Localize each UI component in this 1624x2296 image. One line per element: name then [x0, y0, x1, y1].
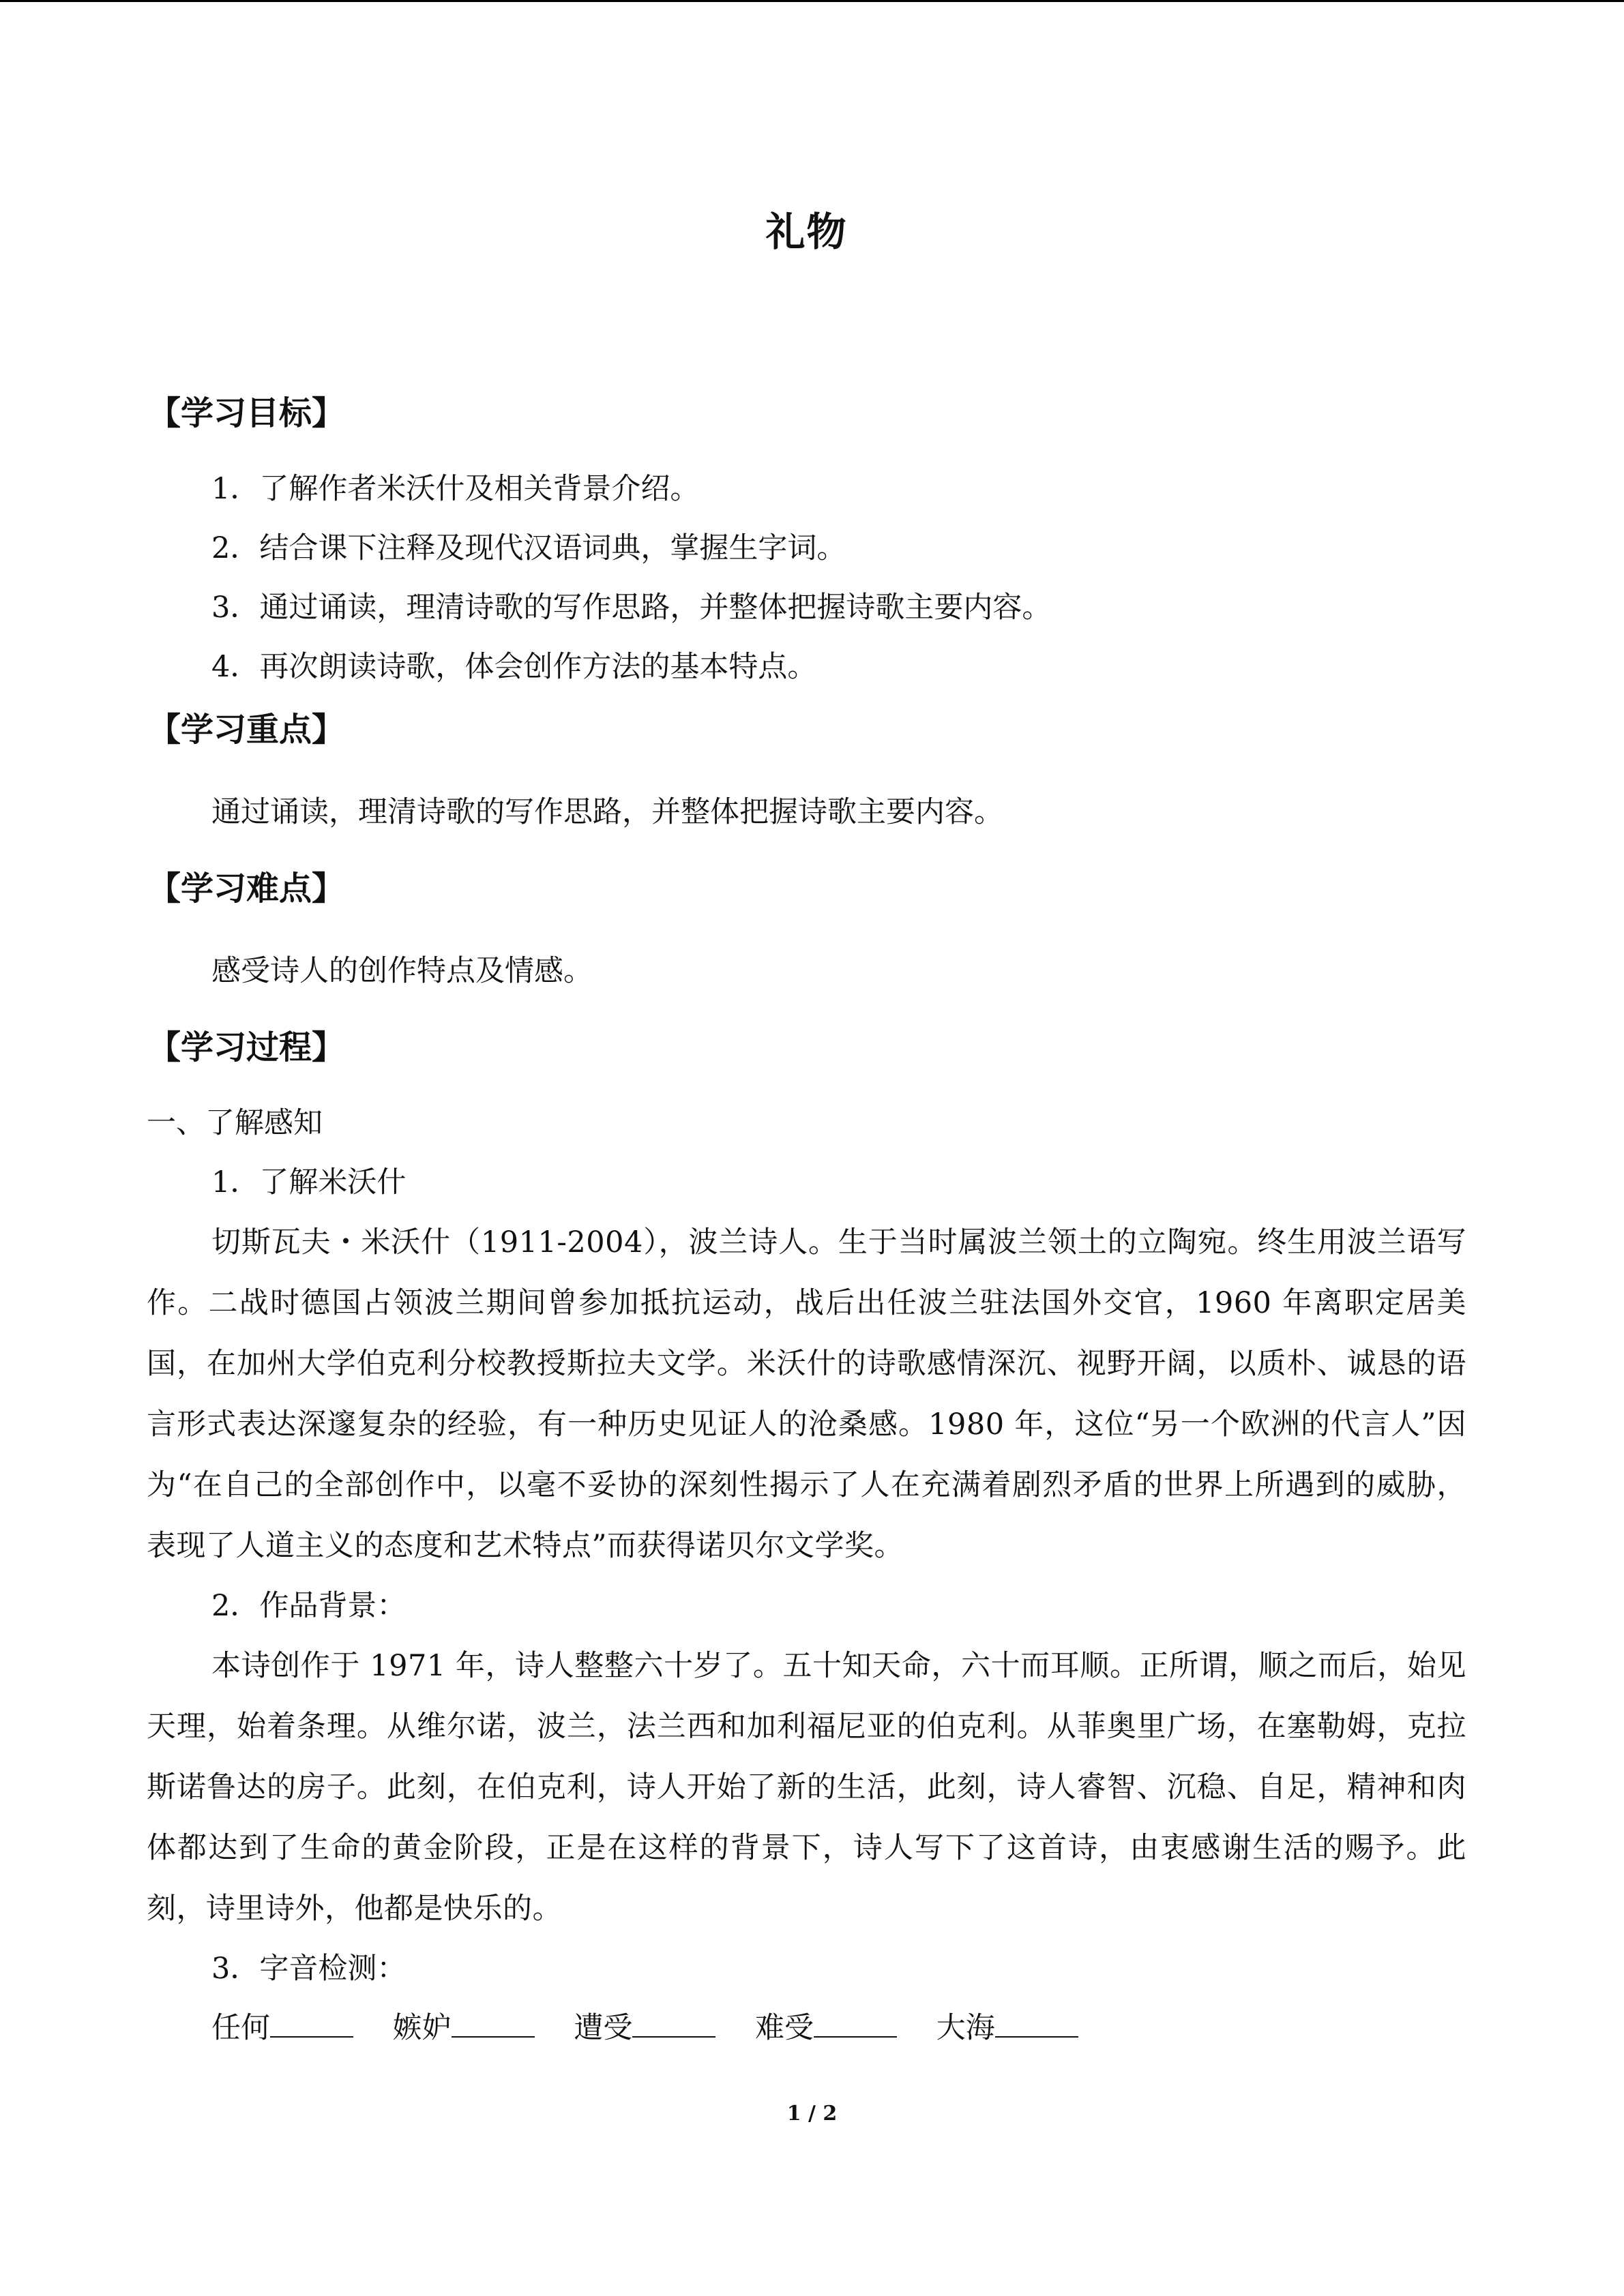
difficulties-heading: 【学习难点】	[148, 869, 345, 908]
item2-title: 2．作品背景：	[211, 1589, 407, 1623]
exercise-word: 难受	[755, 2011, 814, 2045]
objectives-heading: 【学习目标】	[148, 394, 345, 432]
item2-paragraph: 本诗创作于 1971 年，诗人整整六十岁了。五十知天命，六十而耳顺。正所谓，顺之而后，始见天理，始着条理。从维尔诺，波兰，法兰西和加利福尼亚的伯克利。从菲奥里广场，在塞勒姆，克拉斯诺鲁达的房子。此刻，在伯克利，诗人开始了新的生活，此刻，诗人睿智、沉稳、自足，精神和肉体都达到了生命的黄金阶段，正是在这样的背景下，诗人写下了这首诗，由衷感谢生活的赐予。此刻，诗里诗外，他都是快乐的。	[147, 1649, 1466, 1926]
objective-item-4: 4．再次朗读诗歌，体会创作方法的基本特点。	[211, 650, 817, 684]
key-points-text: 通过诵读，理清诗歌的写作思路，并整体把握诗歌主要内容。	[211, 795, 1003, 829]
document-page	[147, 205, 1466, 2058]
page-number: 1 / 2	[786, 2102, 838, 2126]
exercise-word: 任何	[211, 2011, 270, 2045]
exercise-word: 大海	[936, 2011, 995, 2045]
answer-blank[interactable]	[995, 2012, 1078, 2038]
part1-title: 一、了解感知	[147, 1106, 323, 1140]
objective-item-3: 3．通过诵读，理清诗歌的写作思路，并整体把握诗歌主要内容。	[211, 591, 1052, 625]
answer-blank[interactable]	[632, 2012, 715, 2038]
exercise-word: 遭受	[574, 2011, 633, 2045]
answer-blank[interactable]	[270, 2012, 353, 2038]
top-border-line	[0, 0, 1624, 2]
exercise-item	[936, 1999, 1078, 2058]
exercise-item	[211, 1999, 353, 2058]
exercise-item	[574, 1999, 715, 2058]
exercise-item	[755, 1999, 897, 2058]
answer-blank[interactable]	[452, 2012, 535, 2038]
document-title: 礼物	[765, 209, 848, 255]
item3-title: 3．字音检测：	[211, 1952, 407, 1986]
objective-item-1: 1．了解作者米沃什及相关背景介绍。	[211, 472, 700, 506]
difficulties-text: 感受诗人的创作特点及情感。	[211, 954, 593, 988]
item1-title: 1．了解米沃什	[211, 1165, 407, 1199]
objective-item-2: 2．结合课下注释及现代汉语词典，掌握生字词。	[211, 531, 846, 565]
pronunciation-exercise-row	[147, 1999, 1466, 2058]
answer-blank[interactable]	[814, 2012, 897, 2038]
process-heading: 【学习过程】	[148, 1028, 345, 1067]
item1-paragraph: 切斯瓦夫・米沃什（1911-2004），波兰诗人。生于当时属波兰领土的立陶宛。终生用波兰语写作。二战时德国占领波兰期间曾参加抵抗运动，战后出任波兰驻法国外交官，1960 年离职定居美国，在加州大学伯克利分校教授斯拉夫文学。米沃什的诗歌感情深沉、视野开阔，以质朴、诚恳的语言形式表达深邃复杂的经验，有一种历史见证人的沧桑感。1980 年，这位“另一个欧洲的代言人”因为“在自己的全部创作中，以毫不妥协的深刻性揭示了人在充满着剧烈矛盾的世界上所遇到的威胁，表现了人道主义的态度和艺术特点”而获得诺贝尔文学奖。	[147, 1225, 1466, 1563]
exercise-word: 嫉妒	[392, 2011, 452, 2045]
key-points-heading: 【学习重点】	[148, 711, 345, 749]
exercise-item	[393, 1999, 535, 2058]
